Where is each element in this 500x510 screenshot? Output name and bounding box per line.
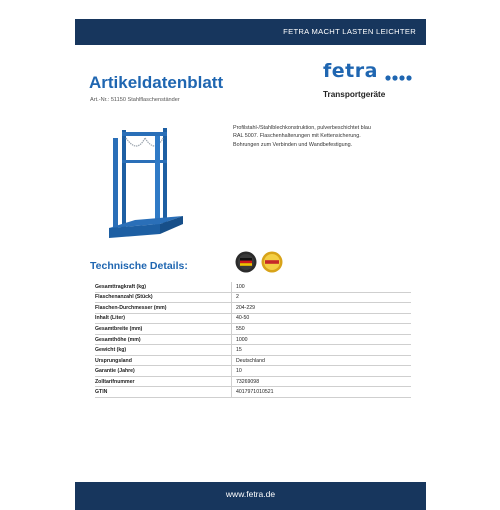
quality-badges xyxy=(235,250,285,274)
website-link[interactable]: www.fetra.de xyxy=(225,489,276,499)
footer-banner xyxy=(75,482,426,510)
spec-label: Gesamtbreite (mm) xyxy=(95,324,232,335)
spec-value: 73269098 xyxy=(232,376,412,387)
spec-label: Flaschenanzahl (Stück) xyxy=(95,292,232,303)
spec-label: GTIN xyxy=(95,387,232,398)
header-banner xyxy=(75,19,426,45)
page-title: Artikeldatenblatt xyxy=(89,73,224,92)
spec-label: Gewicht (kg) xyxy=(95,345,232,356)
spec-value: 15 xyxy=(232,345,412,356)
spec-value: 40-50 xyxy=(232,313,412,324)
spec-label: Inhalt (Liter) xyxy=(95,313,232,324)
logo-dots-icon xyxy=(385,75,413,81)
spec-value: 10 xyxy=(232,366,412,377)
spec-label: Flaschen-Durchmesser (mm) xyxy=(95,303,232,314)
header-banner-text: FETRA MACHT LASTEN LEICHTER xyxy=(283,27,416,36)
table-row xyxy=(95,334,411,345)
logo-tagline: Transportgeräte xyxy=(323,90,386,99)
description-line: Profilstahl-/Stahlblechkonstruktion, pulverbeschichtet blau xyxy=(233,125,371,131)
logo-brand-text: fetra xyxy=(323,60,378,82)
product-image xyxy=(105,120,205,240)
brand-logo[interactable] xyxy=(323,60,413,110)
table-row xyxy=(95,345,411,356)
table-row xyxy=(95,366,411,377)
technical-details-table xyxy=(95,282,411,398)
spec-value: Deutschland xyxy=(232,355,412,366)
description-line: Bohrungen zum Verbinden und Wandbefestigung. xyxy=(233,141,353,148)
spec-label: Ursprungsland xyxy=(95,355,232,366)
gold-quality-seal-icon xyxy=(262,252,283,273)
spec-label: Garantie (Jahre) xyxy=(95,366,232,377)
table-row xyxy=(95,324,411,335)
spec-value: 2 xyxy=(232,292,412,303)
description-line: RAL 5007. Flaschenhalterungen mit Kettensicherung. xyxy=(233,133,361,140)
table-row xyxy=(95,292,411,303)
table-row xyxy=(95,355,411,366)
german-quality-seal-icon xyxy=(236,252,257,273)
spec-label: Zolltarifnummer xyxy=(95,376,232,387)
table-row xyxy=(95,303,411,314)
spec-value: 4017971010521 xyxy=(232,387,412,398)
technical-details-heading: Technische Details: xyxy=(90,260,188,272)
spec-value: 204-229 xyxy=(232,303,412,314)
spec-label: Gesamttragkraft (kg) xyxy=(95,282,232,292)
product-description xyxy=(233,124,418,149)
spec-value: 1000 xyxy=(232,334,412,345)
article-number: Art.-Nr.: 51150 Stahlflaschenständer xyxy=(90,97,180,103)
spec-value: 550 xyxy=(232,324,412,335)
table-row xyxy=(95,282,411,292)
datasheet-page xyxy=(75,10,426,499)
spec-value: 100 xyxy=(232,282,412,292)
table-row xyxy=(95,376,411,387)
table-row xyxy=(95,313,411,324)
table-row xyxy=(95,387,411,398)
spec-label: Gesamthöhe (mm) xyxy=(95,334,232,345)
